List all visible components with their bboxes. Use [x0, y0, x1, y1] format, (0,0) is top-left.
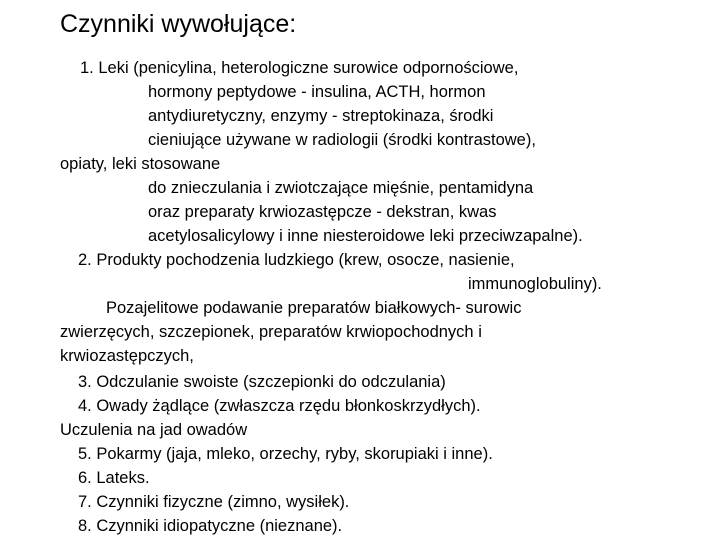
list-item-human-products-cont: immunoglobuliny).: [468, 275, 602, 293]
list-item-drugs-continued: hormony peptydowe - insulina, ACTH, hormon: [148, 83, 486, 101]
list-item-drugs-continued: cieniujące używane w radiologii (środki kontrastowe),: [148, 131, 536, 149]
list-item-desensitization: 3. Odczulanie swoiste (szczepionki do odczulania): [78, 373, 446, 391]
list-item-latex: 6. Lateks.: [78, 469, 150, 487]
list-item-drugs-continued: do znieczulania i zwiotczające mięśnie, pentamidyna: [148, 179, 534, 197]
list-item-insects-cont: Uczulenia na jad owadów: [60, 421, 248, 439]
list-item-drugs-continued: antydiuretyczny, enzymy - streptokinaza, środki: [148, 107, 494, 125]
list-item-parenteral-cont: krwiozastępczych,: [60, 347, 194, 365]
list-item-idiopathic: 8. Czynniki idiopatyczne (nieznane).: [78, 517, 343, 535]
list-item-foods: 5. Pokarmy (jaja, mleko, orzechy, ryby, skorupiaki i inne).: [78, 445, 493, 463]
list-item-human-products: 2. Produkty pochodzenia ludzkiego (krew, osocze, nasienie,: [78, 251, 515, 269]
list-item-drugs-continued: acetylosalicylowy i inne niesteroidowe leki przeciwzapalne).: [148, 227, 583, 245]
list-item-drugs: 1. Leki (penicylina, heterologiczne surowice odpornościowe,: [80, 59, 519, 77]
list-item-physical: 7. Czynniki fizyczne (zimno, wysiłek).: [78, 493, 350, 511]
list-item-parenteral: Pozajelitowe podawanie preparatów białkowych- surowic: [106, 299, 522, 317]
list-item-drugs-continued: oraz preparaty krwiozastępcze - dekstran, kwas: [148, 203, 497, 221]
list-item-drugs-continued: opiaty, leki stosowane: [60, 155, 221, 173]
list-item-insects: 4. Owady żądlące (zwłaszcza rzędu błonkoskrzydłych).: [78, 397, 481, 415]
slide-title: Czynniki wywołujące:: [60, 10, 297, 38]
list-item-parenteral-cont: zwierzęcych, szczepionek, preparatów krwiopochodnych i: [60, 323, 482, 341]
